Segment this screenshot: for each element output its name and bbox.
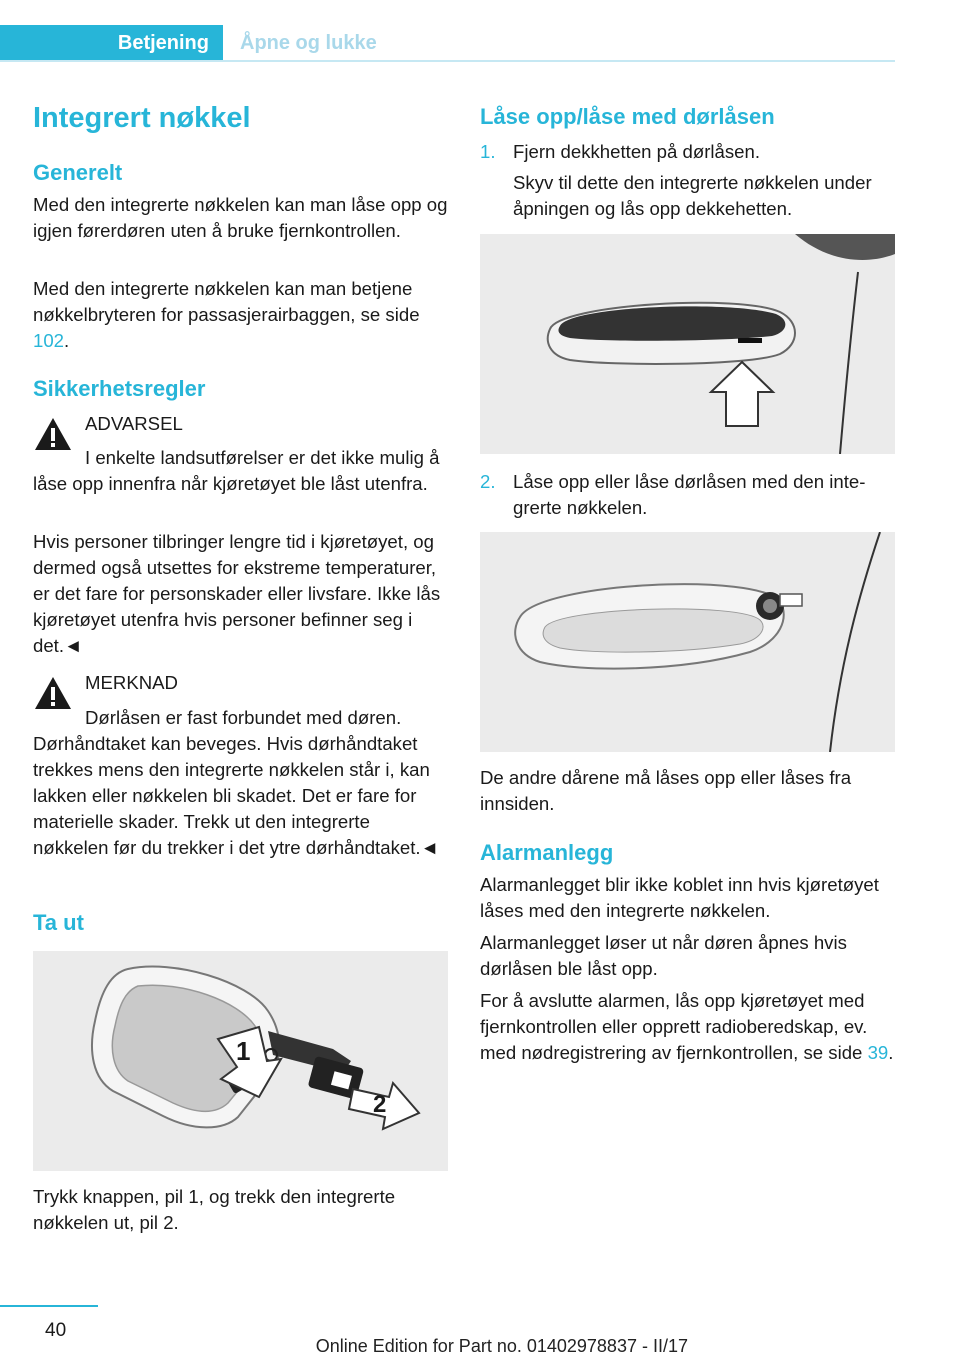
door-lock-cap-figure: [480, 234, 895, 454]
heading-alarmanlegg: Alarmanlegg: [480, 840, 614, 865]
warning-1-text: I enkelte landsutførelser er det ikke mulig å låse opp innenfra når kjøretøyet ble låst utenfra.: [33, 447, 440, 494]
warning-2-text: Dørlåsen er fast forbundet med døren. Dørhåndtaket kan beveges. Hvis dørhåndtaket trekkes mens den integrerte nøkkelen står i, kan lakken eller nøkkelen bli skadet. Det er fare for materielle skader. Trekk ut den integrerte nøkkelen før du trekker i det ytre dørhåndtaket.◄: [33, 707, 439, 858]
step-2-text: Låse opp eller låse dørlåsen med den integrerte nøkkelen.: [513, 471, 866, 518]
heading-ta-ut: Ta ut: [33, 910, 84, 935]
other-doors-text: De andre dårene må låses opp eller låses fra innsiden.: [480, 767, 852, 814]
door-handle-illustration: [480, 234, 895, 454]
warning-1-more: Hvis personer tilbringer lengre tid i kjøretøyet, og dermed også utsettes for ekstreme temperaturer, er det fare for personskader eller livsfare. Ikke lås kjøretøyet utenfra hvis personer befinner seg i det.◄: [33, 531, 441, 656]
page-title: Integrert nøkkel: [33, 102, 251, 134]
alarm-paragraph-1: Alarmanlegget blir ikke koblet inn hvis kjøretøyet låses med den integrerte nøkkelen.: [480, 874, 879, 921]
page-number: 40: [45, 1320, 67, 1341]
heading-sikkerhetsregler: Sikkerhetsregler: [33, 376, 206, 401]
header-rule: [0, 60, 895, 62]
edition-note: Online Edition for Part no. 01402978837 - II/17: [315, 1336, 688, 1356]
section-tab: Betjening: [0, 25, 223, 61]
figure-label-2: 2: [373, 1091, 387, 1118]
generelt-p2-text: Med den integrerte nøkkelen kan man betjene nøkkelbryteren for passasjerairbaggen, se side: [33, 278, 420, 325]
subsection-label: Åpne og lukke: [240, 32, 377, 54]
generelt-paragraph-1: Med den integrerte nøkkelen kan man låse opp og igjen førerdøren uten å bruke fjernkontrollen.: [33, 194, 448, 241]
warning-label-advarsel: ADVARSEL: [85, 413, 183, 434]
step-1-number: 1.: [480, 141, 496, 162]
alarm-p3-end: .: [888, 1042, 894, 1063]
page-link-102[interactable]: 102: [33, 330, 65, 351]
figure-label-1: 1: [236, 1036, 251, 1066]
generelt-paragraph-2: [33, 276, 448, 354]
heading-generelt: Generelt: [33, 160, 123, 185]
door-lock-key-figure: [480, 532, 895, 752]
page-link-39[interactable]: 39: [867, 1042, 889, 1063]
key-removal-figure: [33, 951, 448, 1171]
warning-label-merknad: MERKNAD: [85, 672, 178, 693]
alarm-p3-text: For å avslutte alarmen, lås opp kjøretøyet med fjernkontrollen eller opprett radioberedskap, ev. med nødregistrering av fjernkontrollen, se side: [480, 990, 868, 1063]
ta-ut-caption: Trykk knappen, pil 1, og trekk den integrerte nøkkelen ut, pil 2.: [33, 1186, 396, 1233]
heading-laase: Låse opp/låse med dørlåsen: [480, 104, 775, 129]
alarm-paragraph-3: [480, 988, 895, 1066]
door-handle-key-illustration: [480, 532, 895, 752]
step-1-sub: Skyv til dette den integrerte nøkkelen under åpningen og lås opp dekkehetten.: [513, 172, 872, 219]
step-2-number: 2.: [480, 471, 496, 492]
generelt-p2-end: .: [64, 330, 70, 351]
footer-rule: [0, 1305, 98, 1307]
step-1-text: Fjern dekkhetten på dørlåsen.: [513, 141, 761, 162]
page-header: [0, 0, 895, 62]
alarm-paragraph-2: Alarmanlegget løser ut når døren åpnes hvis dørlåsen ble låst opp.: [480, 932, 847, 979]
